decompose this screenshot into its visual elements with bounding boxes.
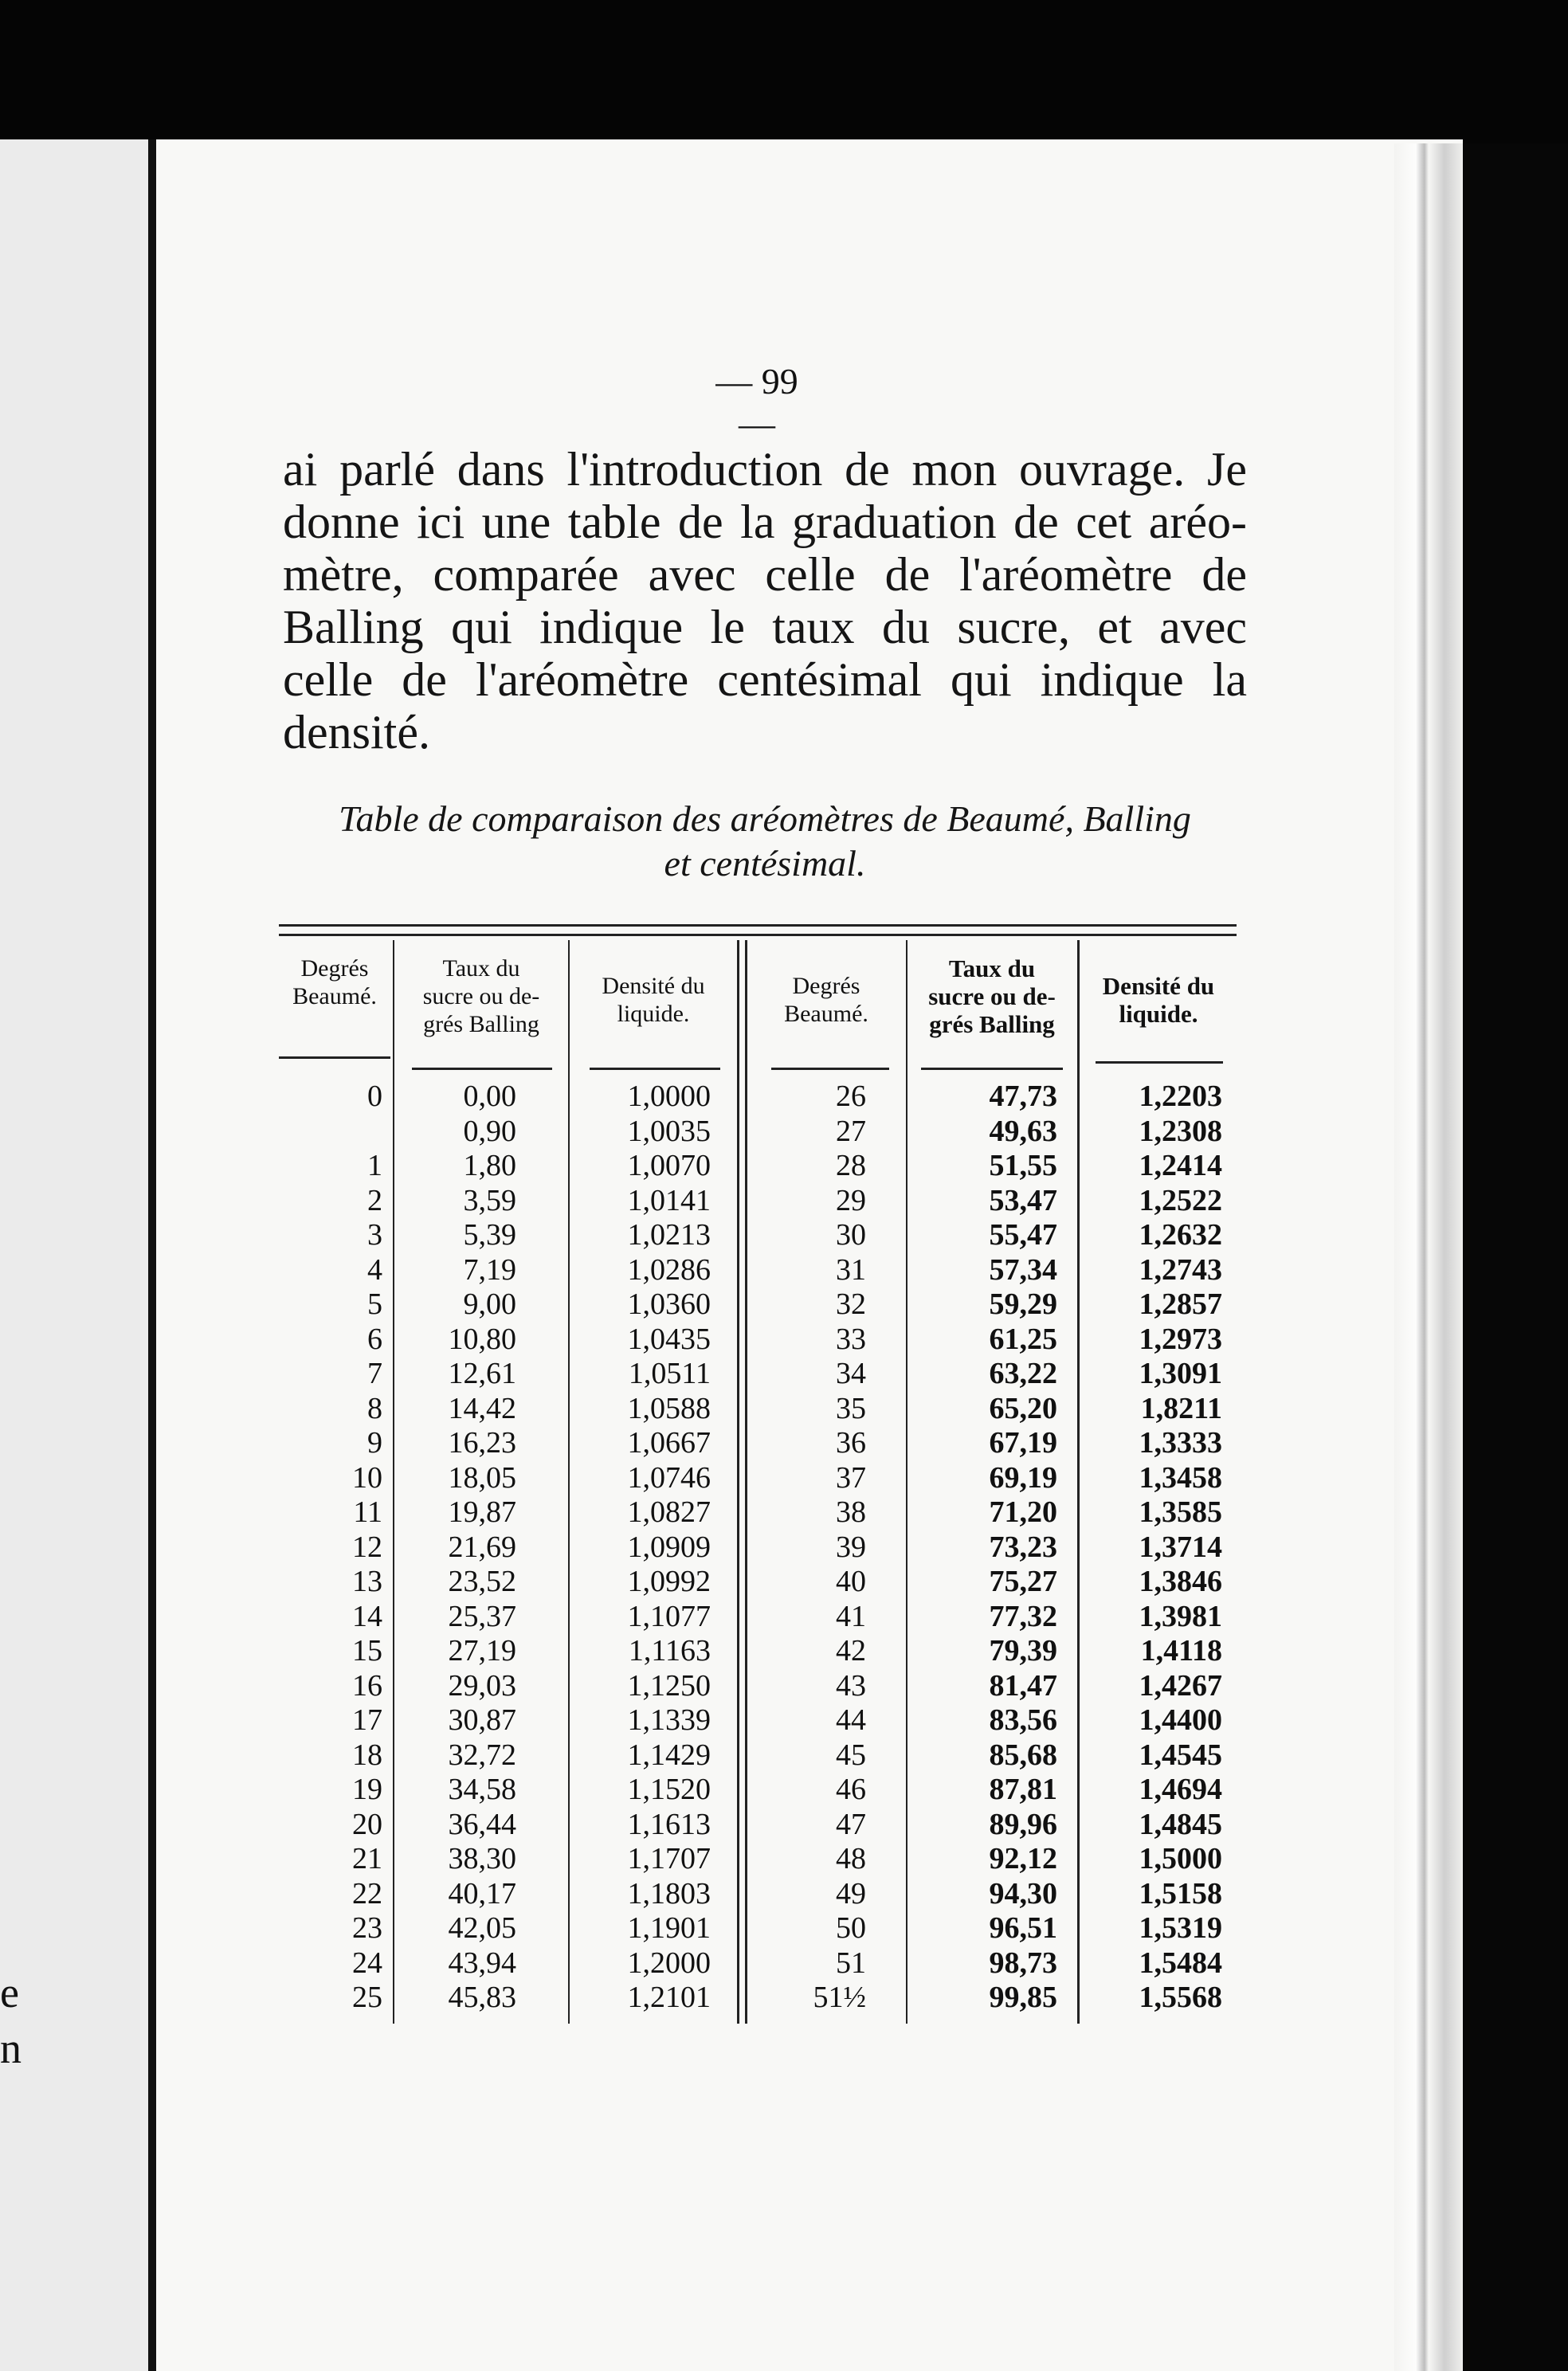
column-divider — [906, 940, 907, 2024]
table-cell: 1,3091 — [1139, 1357, 1222, 1390]
table-cell — [279, 1115, 382, 1150]
table-cell: 30,87 — [448, 1703, 516, 1737]
table-cell: 32,72 — [448, 1738, 516, 1772]
table-cell: 0,00 — [463, 1080, 516, 1113]
table-cell: 1,4545 — [1139, 1738, 1222, 1772]
table-cell: 1,0213 — [627, 1218, 711, 1252]
table-cell: 5,39 — [463, 1218, 516, 1252]
table-cell: 1,2632 — [1139, 1218, 1222, 1252]
table-cell: 41 — [836, 1599, 866, 1633]
table-cell: 36 — [836, 1426, 866, 1460]
table-cell: 7 — [367, 1357, 382, 1390]
table-cell: 1,4267 — [1139, 1668, 1222, 1703]
table-cell: 92,12 — [989, 1842, 1057, 1875]
column-taux-left — [398, 1080, 516, 2016]
header-taux-balling: Taux du sucre ou de- grés Balling — [422, 955, 540, 1037]
table-cell: 34,58 — [448, 1773, 516, 1806]
table-cell: 79,39 — [989, 1634, 1057, 1668]
table-cell: 1,0360 — [627, 1287, 711, 1321]
table-cell: 12,61 — [448, 1357, 516, 1390]
table-cell: 49 — [836, 1876, 866, 1911]
table-cell: 89,96 — [989, 1807, 1057, 1841]
table-cell: 99,85 — [989, 1981, 1057, 2014]
table-cell: 4 — [367, 1252, 382, 1287]
table-cell: 51 — [836, 1946, 866, 1980]
table-cell: 1,0746 — [627, 1460, 711, 1495]
table-cell: 65,20 — [989, 1391, 1057, 1425]
table-cell: 45,83 — [448, 1981, 516, 2014]
table-cell: 7,19 — [463, 1252, 516, 1287]
table-cell: 19 — [352, 1773, 382, 1806]
header-rule — [279, 1056, 390, 1059]
table-cell: 36,44 — [448, 1807, 516, 1841]
table-cell: 42,05 — [448, 1911, 516, 1945]
table-cell: 1,1250 — [627, 1668, 711, 1703]
table-cell: 49,63 — [989, 1114, 1057, 1148]
table-cell: 14 — [352, 1599, 382, 1633]
table-cell: 38,30 — [448, 1842, 516, 1875]
table-cell: 13 — [352, 1565, 382, 1598]
intro-line: mètre, comparée avec celle de l'aréomètre de — [283, 548, 1247, 601]
table-cell: 5 — [367, 1287, 382, 1321]
page-edges — [1394, 143, 1466, 2371]
table-cell: 45 — [836, 1738, 866, 1772]
column-divider — [1077, 940, 1080, 2024]
table-cell: 1,1707 — [627, 1842, 711, 1875]
table-cell: 1,0511 — [628, 1357, 711, 1390]
table-cell: 1,0141 — [627, 1183, 711, 1217]
table-cell: 26 — [836, 1080, 866, 1113]
table-cell: 1,2101 — [627, 1981, 711, 2014]
table-cell: 1,0035 — [627, 1114, 711, 1148]
header-taux-balling: Taux du sucre ou de- grés Balling — [928, 954, 1056, 1038]
table-cell: 23 — [352, 1911, 382, 1945]
table-cell: 1,2743 — [1139, 1252, 1222, 1287]
table-cell: 22 — [352, 1876, 382, 1911]
table-cell: 1,8211 — [1140, 1391, 1222, 1425]
previous-page-edge — [0, 139, 150, 2371]
header-densite: Densité du liquide. — [1102, 972, 1215, 1028]
table-cell: 32 — [836, 1287, 866, 1321]
background-right — [1463, 143, 1568, 2371]
table-cell: 37 — [836, 1460, 866, 1495]
intro-paragraph — [283, 443, 1247, 758]
table-cell: 11 — [353, 1495, 382, 1529]
table-cell: 61,25 — [989, 1322, 1057, 1356]
table-cell: 1,0588 — [627, 1391, 711, 1425]
table-cell: 29,03 — [448, 1668, 516, 1703]
table-cell: 59,29 — [989, 1287, 1057, 1321]
table-cell: 83,56 — [989, 1703, 1057, 1737]
header-rule — [1096, 1061, 1223, 1064]
table-cell: 1,0667 — [627, 1426, 711, 1460]
table-cell: 38 — [836, 1495, 866, 1529]
table-cell: 23,52 — [448, 1565, 516, 1598]
table-caption — [279, 797, 1251, 886]
header-rule — [412, 1068, 552, 1070]
intro-line: donne ici une table de la graduation de cet aréo- — [283, 496, 1247, 548]
table-cell: 10 — [352, 1460, 382, 1495]
table-cell: 1,80 — [463, 1149, 516, 1182]
table-cell: 48 — [836, 1842, 866, 1875]
table-cell: 3,59 — [463, 1183, 516, 1217]
table-cell: 1,2203 — [1139, 1080, 1222, 1113]
table-cell: 25 — [352, 1981, 382, 2014]
table-cell: 25,37 — [448, 1599, 516, 1633]
column-degres-left — [279, 1080, 382, 2016]
header-degres-beaume: Degrés Beaumé. — [292, 955, 377, 1009]
table-cell: 1,3333 — [1139, 1426, 1222, 1460]
table-cell: 1,2000 — [627, 1946, 711, 1980]
table-cell: 1,2973 — [1139, 1322, 1222, 1356]
column-divider — [393, 940, 394, 2024]
table-cell: 71,20 — [989, 1495, 1057, 1529]
table-cell: 27 — [836, 1114, 866, 1148]
table-cell: 1,0909 — [627, 1530, 711, 1564]
table-cell: 30 — [836, 1218, 866, 1252]
table-cell: 47 — [836, 1807, 866, 1841]
table-cell: 46 — [836, 1773, 866, 1806]
column-densite-right — [1080, 1080, 1222, 2016]
header-rule — [771, 1068, 889, 1070]
header-rule — [921, 1068, 1063, 1070]
table-cell: 67,19 — [989, 1426, 1057, 1460]
intro-line: densité. — [283, 706, 430, 758]
table-cell: 94,30 — [989, 1876, 1057, 1911]
column-divider — [745, 940, 747, 2024]
table-cell: 1,2414 — [1139, 1149, 1222, 1182]
table-cell: 17 — [352, 1703, 382, 1737]
table-cell: 47,73 — [989, 1080, 1057, 1113]
table-cell: 75,27 — [989, 1565, 1057, 1598]
intro-line: Balling qui indique le taux du sucre, et avec — [283, 601, 1247, 653]
table-cell: 1,3846 — [1139, 1565, 1222, 1598]
table-cell: 34 — [836, 1357, 866, 1390]
table-cell: 10,80 — [448, 1322, 516, 1356]
table-cell: 96,51 — [989, 1911, 1057, 1945]
caption-line: Table de comparaison des aréomètres de Beaumé, Balling — [339, 798, 1191, 839]
table-cell: 1,5568 — [1139, 1981, 1222, 2014]
table-cell: 1,5484 — [1139, 1946, 1222, 1980]
caption-line: et centésimal. — [664, 843, 866, 884]
table-cell: 1,2522 — [1139, 1183, 1222, 1217]
table-cell: 69,19 — [989, 1460, 1057, 1495]
table-top-rule — [279, 924, 1237, 936]
column-taux-right — [910, 1080, 1057, 2016]
table-cell: 87,81 — [989, 1773, 1057, 1806]
table-cell: 55,47 — [989, 1218, 1057, 1252]
table-cell: 77,32 — [989, 1599, 1057, 1633]
table-cell: 18 — [352, 1738, 382, 1772]
table-cell: 1,4400 — [1139, 1703, 1222, 1737]
table-cell: 27,19 — [448, 1634, 516, 1668]
table-cell: 0,90 — [463, 1114, 516, 1148]
table-cell: 1,1077 — [627, 1599, 711, 1633]
intro-line: celle de l'aréomètre centésimal qui indique la — [283, 653, 1247, 706]
table-cell: 40,17 — [448, 1876, 516, 1911]
table-cell: 39 — [836, 1530, 866, 1564]
table-cell: 1,5158 — [1139, 1876, 1222, 1911]
table-cell: 1,0286 — [627, 1252, 711, 1287]
table-cell: 1,1613 — [627, 1807, 711, 1841]
table-cell: 33 — [836, 1322, 866, 1356]
table-cell: 51,55 — [989, 1149, 1057, 1182]
table-cell: 6 — [367, 1322, 382, 1356]
comparison-table — [279, 940, 1237, 2040]
table-cell: 63,22 — [989, 1357, 1057, 1390]
table-cell: 15 — [352, 1634, 382, 1668]
table-cell: 21 — [352, 1842, 382, 1875]
table-cell: 1,0000 — [627, 1080, 711, 1113]
column-divider — [568, 940, 570, 2024]
table-cell: 3 — [367, 1218, 382, 1252]
table-cell: 12 — [352, 1530, 382, 1564]
table-cell: 1,5000 — [1139, 1842, 1222, 1875]
table-cell: 1,3458 — [1139, 1460, 1222, 1495]
table-cell: 51½ — [813, 1981, 866, 2014]
table-cell: 81,47 — [989, 1668, 1057, 1703]
column-divider — [737, 940, 739, 2024]
intro-line: ai parlé dans l'introduction de mon ouvrage. Je — [283, 443, 1247, 496]
table-cell: 21,69 — [448, 1530, 516, 1564]
table-cell: 1,1520 — [627, 1773, 711, 1806]
table-cell: 1 — [367, 1149, 382, 1182]
left-page-glyph: e — [0, 1969, 19, 2016]
table-cell: 73,23 — [989, 1530, 1057, 1564]
table-cell: 1,4845 — [1139, 1807, 1222, 1841]
table-cell: 1,4694 — [1139, 1773, 1222, 1806]
table-cell: 42 — [836, 1634, 866, 1668]
table-cell: 31 — [836, 1252, 866, 1287]
table-cell: 18,05 — [448, 1460, 516, 1495]
page-number: — 99 — — [715, 361, 798, 444]
table-cell: 20 — [352, 1807, 382, 1841]
table-cell: 57,34 — [989, 1252, 1057, 1287]
table-cell: 1,0827 — [627, 1495, 711, 1529]
table-cell: 1,1163 — [628, 1634, 711, 1668]
table-cell: 53,47 — [989, 1183, 1057, 1217]
table-cell: 2 — [367, 1183, 382, 1217]
table-cell: 24 — [352, 1946, 382, 1980]
table-cell: 9,00 — [463, 1287, 516, 1321]
table-cell: 1,0992 — [627, 1565, 711, 1598]
table-cell: 1,2308 — [1139, 1114, 1222, 1148]
table-cell: 1,5319 — [1139, 1911, 1222, 1945]
table-cell: 1,0070 — [627, 1149, 711, 1182]
table-cell: 8 — [367, 1391, 382, 1425]
column-degres-right — [751, 1080, 866, 2016]
table-cell: 40 — [836, 1565, 866, 1598]
table-cell: 43 — [836, 1668, 866, 1703]
table-cell: 1,1803 — [627, 1876, 711, 1911]
table-cell: 35 — [836, 1391, 866, 1425]
table-cell: 1,3714 — [1139, 1530, 1222, 1564]
table-cell: 28 — [836, 1149, 866, 1182]
table-cell: 1,2857 — [1139, 1287, 1222, 1321]
table-cell: 1,1339 — [627, 1703, 711, 1737]
table-cell: 44 — [836, 1703, 866, 1737]
table-cell: 14,42 — [448, 1391, 516, 1425]
left-page-glyph: n — [0, 2024, 22, 2072]
header-rule — [590, 1068, 720, 1070]
table-cell: 29 — [836, 1183, 866, 1217]
table-cell: 16 — [352, 1668, 382, 1703]
table-cell: 85,68 — [989, 1738, 1057, 1772]
table-cell: 19,87 — [448, 1495, 516, 1529]
book-spine — [148, 139, 156, 2371]
table-cell: 43,94 — [448, 1946, 516, 1980]
table-cell: 9 — [367, 1426, 382, 1460]
table-cell: 50 — [836, 1911, 866, 1945]
header-degres-beaume: Degrés Beaumé. — [784, 973, 868, 1027]
table-cell: 16,23 — [448, 1426, 516, 1460]
table-cell: 98,73 — [989, 1946, 1057, 1980]
table-cell: 1,4118 — [1140, 1634, 1222, 1668]
column-densite-left — [574, 1080, 711, 2016]
header-densite: Densité du liquide. — [602, 973, 705, 1027]
table-cell: 1,3585 — [1139, 1495, 1222, 1529]
table-cell: 0 — [367, 1080, 382, 1113]
table-cell: 1,0435 — [627, 1322, 711, 1356]
table-cell: 1,1429 — [627, 1738, 711, 1772]
table-cell: 1,3981 — [1139, 1599, 1222, 1633]
table-cell: 1,1901 — [627, 1911, 711, 1945]
